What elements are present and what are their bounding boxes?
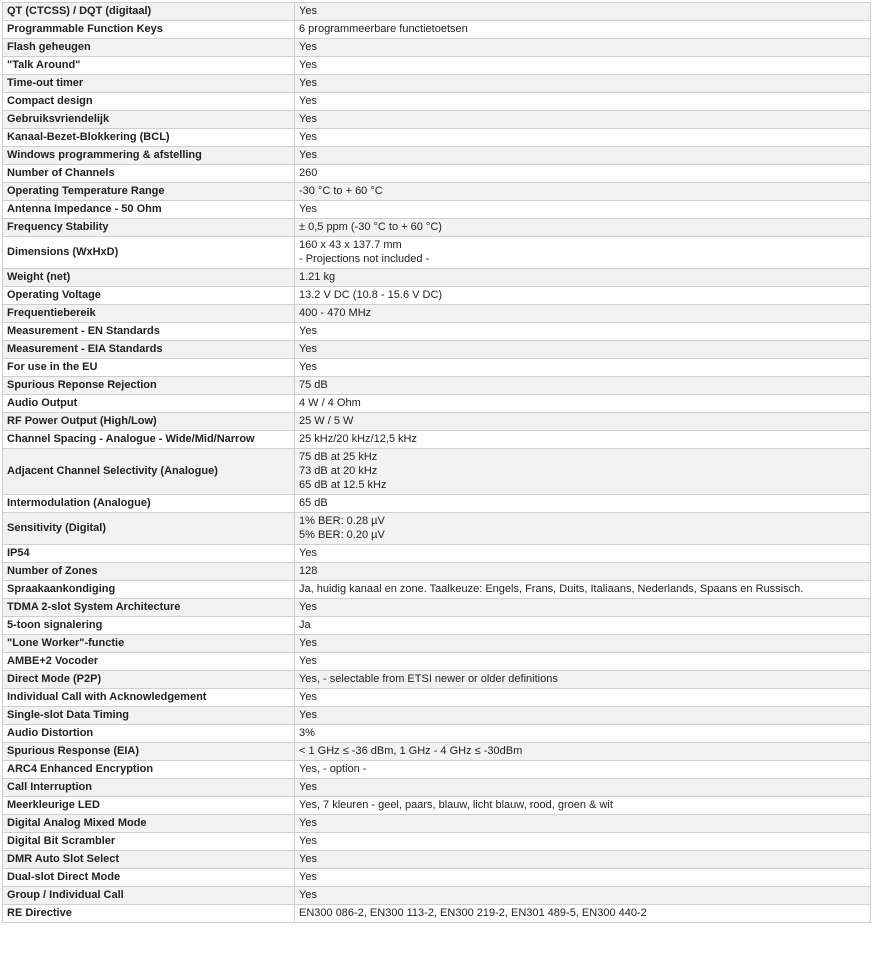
spec-value-line: 5% BER: 0.20 µV: [299, 529, 385, 541]
spec-value: [295, 449, 871, 495]
spec-value: [295, 513, 871, 545]
table-row: [3, 617, 871, 635]
spec-value: [295, 833, 871, 851]
spec-value: [295, 563, 871, 581]
spec-value-line: Yes: [299, 95, 317, 107]
spec-label: Number of Channels: [3, 165, 295, 183]
spec-value-line: -30 °C to + 60 °C: [299, 185, 383, 197]
spec-label: Weight (net): [3, 269, 295, 287]
spec-value-line: Yes: [299, 41, 317, 53]
table-row: [3, 341, 871, 359]
table-row: [3, 165, 871, 183]
spec-value-line: 25 kHz/20 kHz/12,5 kHz: [299, 433, 417, 445]
spec-value: [295, 545, 871, 563]
table-row: [3, 201, 871, 219]
table-row: [3, 815, 871, 833]
spec-label: Channel Spacing - Analogue - Wide/Mid/Narrow: [3, 431, 295, 449]
spec-label: Spurious Reponse Rejection: [3, 377, 295, 395]
spec-label: QT (CTCSS) / DQT (digitaal): [3, 3, 295, 21]
spec-value-line: Yes: [299, 853, 317, 865]
table-row: [3, 21, 871, 39]
spec-value-line: - Projections not included -: [299, 253, 430, 265]
spec-value: [295, 431, 871, 449]
spec-label: RE Directive: [3, 905, 295, 923]
table-row: [3, 39, 871, 57]
spec-label: Measurement - EIA Standards: [3, 341, 295, 359]
spec-value-line: Yes: [299, 131, 317, 143]
table-row: [3, 111, 871, 129]
spec-value-line: Yes: [299, 871, 317, 883]
spec-value-line: 1% BER: 0.28 µV: [299, 515, 385, 527]
spec-value-line: 73 dB at 20 kHz: [299, 465, 378, 477]
table-row: [3, 359, 871, 377]
table-row: [3, 563, 871, 581]
spec-value-line: Yes: [299, 5, 317, 17]
spec-value-line: EN300 086-2, EN300 113-2, EN300 219-2, EN301 489-5, EN300 440-2: [299, 907, 647, 919]
spec-value: [295, 761, 871, 779]
table-row: [3, 707, 871, 725]
table-row: [3, 395, 871, 413]
spec-value-line: Yes: [299, 203, 317, 215]
spec-value-line: Yes: [299, 113, 317, 125]
spec-label: AMBE+2 Vocoder: [3, 653, 295, 671]
spec-label: Programmable Function Keys: [3, 21, 295, 39]
spec-value-line: 160 x 43 x 137.7 mm: [299, 239, 402, 251]
spec-value: [295, 39, 871, 57]
spec-value: [295, 93, 871, 111]
spec-value: [295, 21, 871, 39]
table-row: [3, 377, 871, 395]
spec-label: Operating Voltage: [3, 287, 295, 305]
table-row: [3, 431, 871, 449]
spec-label: Meerkleurige LED: [3, 797, 295, 815]
spec-value: [295, 413, 871, 431]
table-row: [3, 635, 871, 653]
spec-value-line: Yes: [299, 781, 317, 793]
table-row: [3, 743, 871, 761]
spec-label: Time-out timer: [3, 75, 295, 93]
spec-value-line: 4 W / 4 Ohm: [299, 397, 361, 409]
spec-value-line: Yes: [299, 361, 317, 373]
spec-value-line: Yes: [299, 835, 317, 847]
spec-value: [295, 75, 871, 93]
spec-value: [295, 3, 871, 21]
spec-label: For use in the EU: [3, 359, 295, 377]
spec-value: [295, 869, 871, 887]
spec-value: [295, 815, 871, 833]
spec-label: IP54: [3, 545, 295, 563]
table-row: [3, 323, 871, 341]
spec-value: [295, 183, 871, 201]
spec-label: Flash geheugen: [3, 39, 295, 57]
spec-label: RF Power Output (High/Low): [3, 413, 295, 431]
spec-label: Kanaal-Bezet-Blokkering (BCL): [3, 129, 295, 147]
spec-label: "Talk Around": [3, 57, 295, 75]
spec-label: Audio Distortion: [3, 725, 295, 743]
table-row: [3, 761, 871, 779]
spec-value: [295, 671, 871, 689]
spec-value-line: 128: [299, 565, 318, 577]
spec-value: [295, 707, 871, 725]
spec-value-line: 25 W / 5 W: [299, 415, 354, 427]
spec-value-line: Yes, - option -: [299, 763, 367, 775]
spec-value: [295, 779, 871, 797]
spec-label: Dimensions (WxHxD): [3, 237, 295, 269]
table-row: [3, 653, 871, 671]
spec-value: [295, 237, 871, 269]
spec-value: [295, 905, 871, 923]
table-row: [3, 449, 871, 495]
spec-value: [295, 581, 871, 599]
spec-label: Group / Individual Call: [3, 887, 295, 905]
table-row: [3, 905, 871, 923]
table-row: [3, 3, 871, 21]
spec-label: Single-slot Data Timing: [3, 707, 295, 725]
table-row: [3, 237, 871, 269]
spec-value: [295, 165, 871, 183]
spec-value-line: Yes, 7 kleuren - geel, paars, blauw, licht blauw, rood, groen & wit: [299, 799, 613, 811]
spec-value-line: Ja, huidig kanaal en zone. Taalkeuze: Engels, Frans, Duits, Italiaans, Nederlands, Spaans en Russisch.: [299, 583, 804, 595]
table-row: [3, 147, 871, 165]
spec-label: Sensitivity (Digital): [3, 513, 295, 545]
spec-value-line: Yes: [299, 889, 317, 901]
spec-value: [295, 377, 871, 395]
spec-label: Frequency Stability: [3, 219, 295, 237]
spec-label: ARC4 Enhanced Encryption: [3, 761, 295, 779]
spec-value-line: 13.2 V DC (10.8 - 15.6 V DC): [299, 289, 443, 301]
table-row: [3, 797, 871, 815]
spec-value: [295, 269, 871, 287]
spec-value: [295, 797, 871, 815]
spec-label: Audio Output: [3, 395, 295, 413]
spec-value-line: Yes: [299, 547, 317, 559]
spec-value: [295, 305, 871, 323]
spec-value: [295, 395, 871, 413]
table-row: [3, 305, 871, 323]
table-row: [3, 599, 871, 617]
spec-value: [295, 147, 871, 165]
spec-label: Call Interruption: [3, 779, 295, 797]
table-row: [3, 779, 871, 797]
table-row: [3, 545, 871, 563]
spec-label: Spraakaankondiging: [3, 581, 295, 599]
table-row: [3, 219, 871, 237]
spec-value: [295, 725, 871, 743]
spec-value: [295, 129, 871, 147]
spec-value: [295, 201, 871, 219]
spec-value: [295, 359, 871, 377]
spec-label: Compact design: [3, 93, 295, 111]
spec-value-line: Yes: [299, 149, 317, 161]
spec-value: [295, 287, 871, 305]
table-row: [3, 869, 871, 887]
spec-value-line: Yes: [299, 817, 317, 829]
table-row: [3, 495, 871, 513]
spec-label: Digital Analog Mixed Mode: [3, 815, 295, 833]
table-row: [3, 129, 871, 147]
table-row: [3, 513, 871, 545]
spec-value: [295, 653, 871, 671]
spec-value-line: 75 dB at 25 kHz: [299, 451, 378, 463]
spec-label: "Lone Worker"-functie: [3, 635, 295, 653]
spec-value-line: 3%: [299, 727, 315, 739]
spec-value-line: < 1 GHz ≤ -36 dBm, 1 GHz - 4 GHz ≤ -30dBm: [299, 745, 523, 757]
table-row: [3, 581, 871, 599]
spec-value-line: 65 dB: [299, 497, 328, 509]
spec-label: Digital Bit Scrambler: [3, 833, 295, 851]
spec-label: Operating Temperature Range: [3, 183, 295, 201]
spec-label: Intermodulation (Analogue): [3, 495, 295, 513]
spec-value-line: 6 programmeerbare functietoetsen: [299, 23, 468, 35]
spec-label: Adjacent Channel Selectivity (Analogue): [3, 449, 295, 495]
spec-label: 5-toon signalering: [3, 617, 295, 635]
spec-label: Antenna Impedance - 50 Ohm: [3, 201, 295, 219]
spec-label: Gebruiksvriendelijk: [3, 111, 295, 129]
spec-value-line: 65 dB at 12.5 kHz: [299, 479, 387, 491]
spec-value-line: Yes: [299, 709, 317, 721]
spec-value-line: 400 - 470 MHz: [299, 307, 372, 319]
spec-label: TDMA 2-slot System Architecture: [3, 599, 295, 617]
spec-value: [295, 743, 871, 761]
spec-value-line: Yes: [299, 343, 317, 355]
spec-value: [295, 617, 871, 635]
spec-label: Dual-slot Direct Mode: [3, 869, 295, 887]
spec-value: [295, 635, 871, 653]
table-row: [3, 689, 871, 707]
spec-label: Direct Mode (P2P): [3, 671, 295, 689]
table-row: [3, 671, 871, 689]
spec-value-line: Yes: [299, 77, 317, 89]
table-row: [3, 851, 871, 869]
spec-value: [295, 887, 871, 905]
table-row: [3, 887, 871, 905]
spec-label: Windows programmering & afstelling: [3, 147, 295, 165]
spec-value-line: Yes: [299, 601, 317, 613]
table-row: [3, 287, 871, 305]
spec-value-line: Yes: [299, 59, 317, 71]
table-row: [3, 269, 871, 287]
spec-value-line: Yes: [299, 655, 317, 667]
spec-value-line: ± 0,5 ppm (-30 °C to + 60 °C): [299, 221, 442, 233]
spec-value: [295, 111, 871, 129]
table-row: [3, 413, 871, 431]
spec-value: [295, 599, 871, 617]
table-row: [3, 183, 871, 201]
spec-value-line: Yes: [299, 637, 317, 649]
spec-value: [295, 689, 871, 707]
table-row: [3, 57, 871, 75]
table-row: [3, 75, 871, 93]
specifications-table-body: [3, 3, 871, 923]
spec-label: Measurement - EN Standards: [3, 323, 295, 341]
spec-value-line: Yes: [299, 325, 317, 337]
spec-value: [295, 219, 871, 237]
spec-label: Number of Zones: [3, 563, 295, 581]
table-row: [3, 725, 871, 743]
spec-label: DMR Auto Slot Select: [3, 851, 295, 869]
spec-label: Frequentiebereik: [3, 305, 295, 323]
spec-value: [295, 57, 871, 75]
spec-value: [295, 495, 871, 513]
table-row: [3, 833, 871, 851]
specifications-table: [2, 2, 871, 923]
spec-value-line: 1.21 kg: [299, 271, 336, 283]
spec-value-line: Ja: [299, 619, 311, 631]
spec-value-line: Yes, - selectable from ETSI newer or older definitions: [299, 673, 558, 685]
table-row: [3, 93, 871, 111]
spec-value-line: Yes: [299, 691, 317, 703]
spec-label: Spurious Response (EIA): [3, 743, 295, 761]
spec-value: [295, 341, 871, 359]
spec-value-line: 75 dB: [299, 379, 328, 391]
spec-value-line: 260: [299, 167, 318, 179]
spec-label: Individual Call with Acknowledgement: [3, 689, 295, 707]
spec-value: [295, 323, 871, 341]
spec-value: [295, 851, 871, 869]
